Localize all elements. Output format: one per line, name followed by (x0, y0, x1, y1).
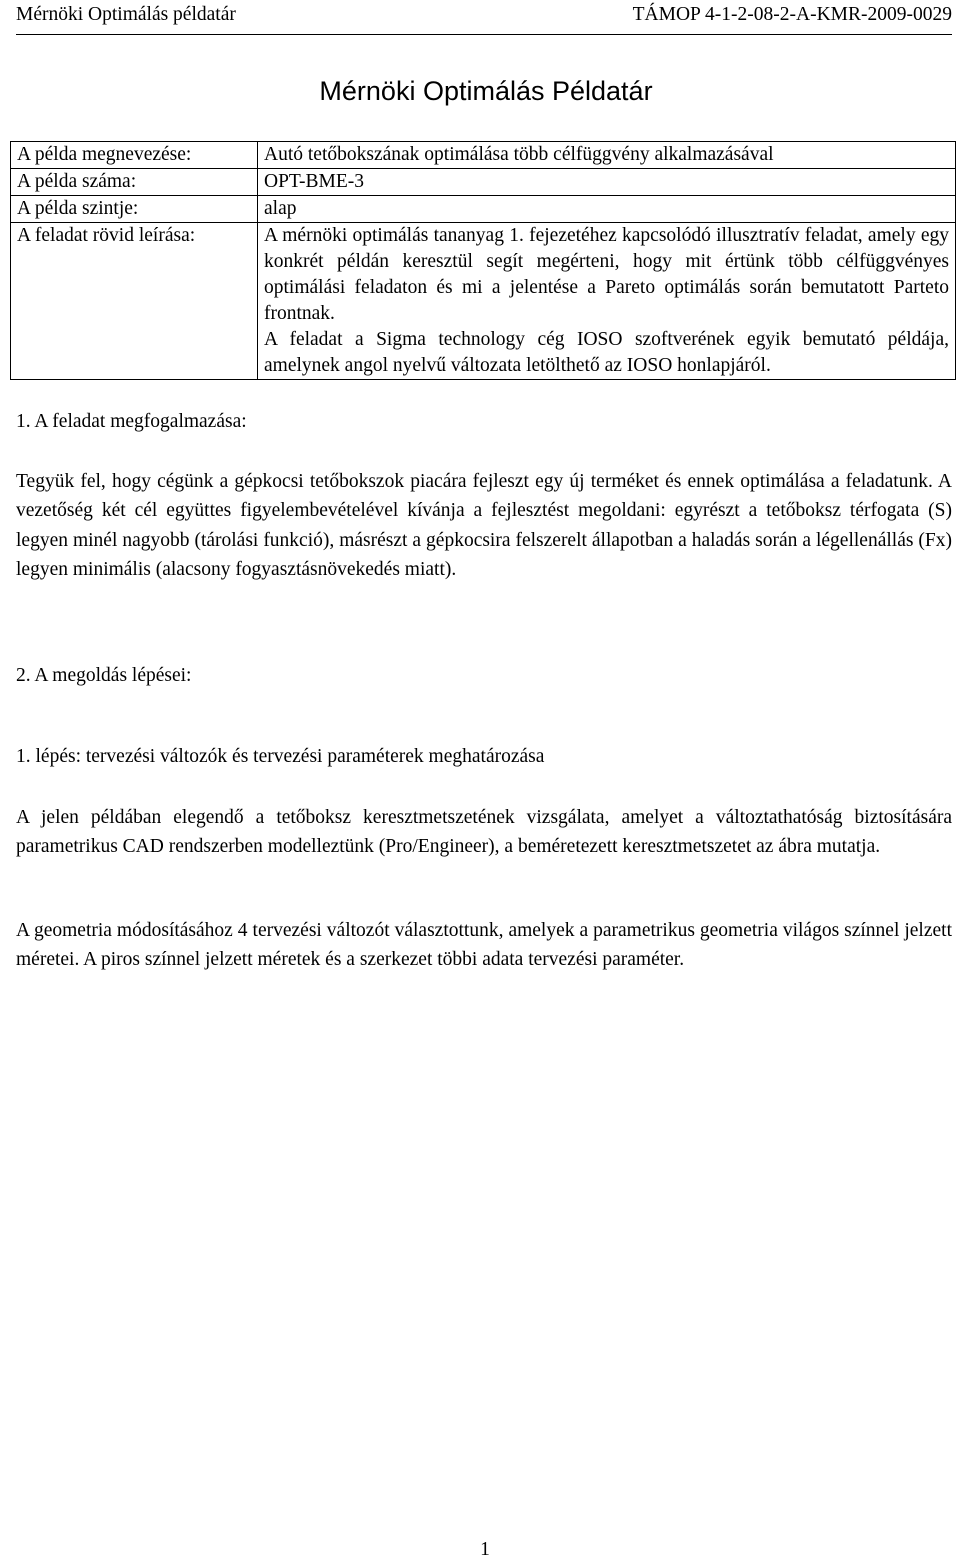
name-label: A példa megnevezése: (11, 142, 258, 169)
step-1-heading: 1. lépés: tervezési változók és tervezési paraméterek meghatározása (16, 746, 545, 767)
section-1 (16, 411, 952, 433)
desc-paragraph-1: A mérnöki optimálás tananyag 1. fejezetéhez kapcsolódó illusztratív feladat, amely egy konkrét példán keresztül segít megérteni, hogy mit értünk több célfüggvényes optimálási feladaton és mi a jelentése a Pareto optimálás során bemutatott Parteto frontnak. (264, 225, 949, 324)
table-row (11, 223, 956, 380)
level-label: A példa szintje: (11, 196, 258, 223)
step-1 (16, 746, 952, 768)
header-right-text: TÁMOP 4-1-2-08-2-A-KMR-2009-0029 (632, 4, 952, 25)
page-title: Mérnöki Optimálás Példatár (319, 76, 653, 106)
table-row (11, 142, 956, 169)
page-number: 1 (480, 1539, 490, 1560)
desc-value (258, 223, 956, 380)
level-value: alap (258, 196, 956, 223)
number-label: A példa száma: (11, 169, 258, 196)
table-row (11, 196, 956, 223)
step-1-body-1 (16, 803, 952, 862)
desc-label: A feladat rövid leírása: (11, 223, 258, 380)
section-1-heading: 1. A feladat megfogalmazása: (16, 411, 247, 432)
number-value: OPT-BME-3 (258, 169, 956, 196)
step-1-body-2 (16, 916, 952, 975)
table-row (11, 169, 956, 196)
name-value: Autó tetőbokszának optimálása több célfüggvény alkalmazásával (258, 142, 956, 169)
paragraph-1: A jelen példában elegendő a tetőboksz keresztmetszetének vizsgálata, amelyet a változtathatóság biztosítására parametrikus CAD rendszerben modelleztünk (Pro/Engineer), a beméretezett keresztmetszetet az ábra mutatja. (16, 807, 952, 858)
section-2 (16, 665, 952, 687)
section-1-body (16, 467, 952, 584)
page-header (16, 4, 952, 35)
desc-paragraph-2: A feladat a Sigma technology cég IOSO szoftverének egyik bemutató példája, amelynek angol nyelvű változata letölthető az IOSO honlapjáról. (264, 329, 949, 376)
header-left-text: Mérnöki Optimálás példatár (16, 4, 236, 25)
info-table (10, 141, 956, 380)
section-2-heading: 2. A megoldás lépései: (16, 665, 192, 686)
section-1-text: Tegyük fel, hogy cégünk a gépkocsi tetőbokszok piacára fejleszt egy új terméket és ennek optimálása a feladatunk. A vezetőség két cél együttes figyelembevételével kívánja a fejlesztést megoldani: egyrészt a tetőboksz térfogata (S) legyen minél nagyobb (tárolási funkció), másrészt a gépkocsira felszerelt állapotban a haladás során a légellenállás (Fx) legyen minimális (alacsony fogyasztásnövekedés miatt). (16, 471, 952, 580)
paragraph-2: A geometria módosításához 4 tervezési változót választottunk, amelyek a parametrikus geometria világos színnel jelzett méretei. A piros színnel jelzett méretek és a szerkezet többi adata tervezési paraméter. (16, 920, 952, 971)
